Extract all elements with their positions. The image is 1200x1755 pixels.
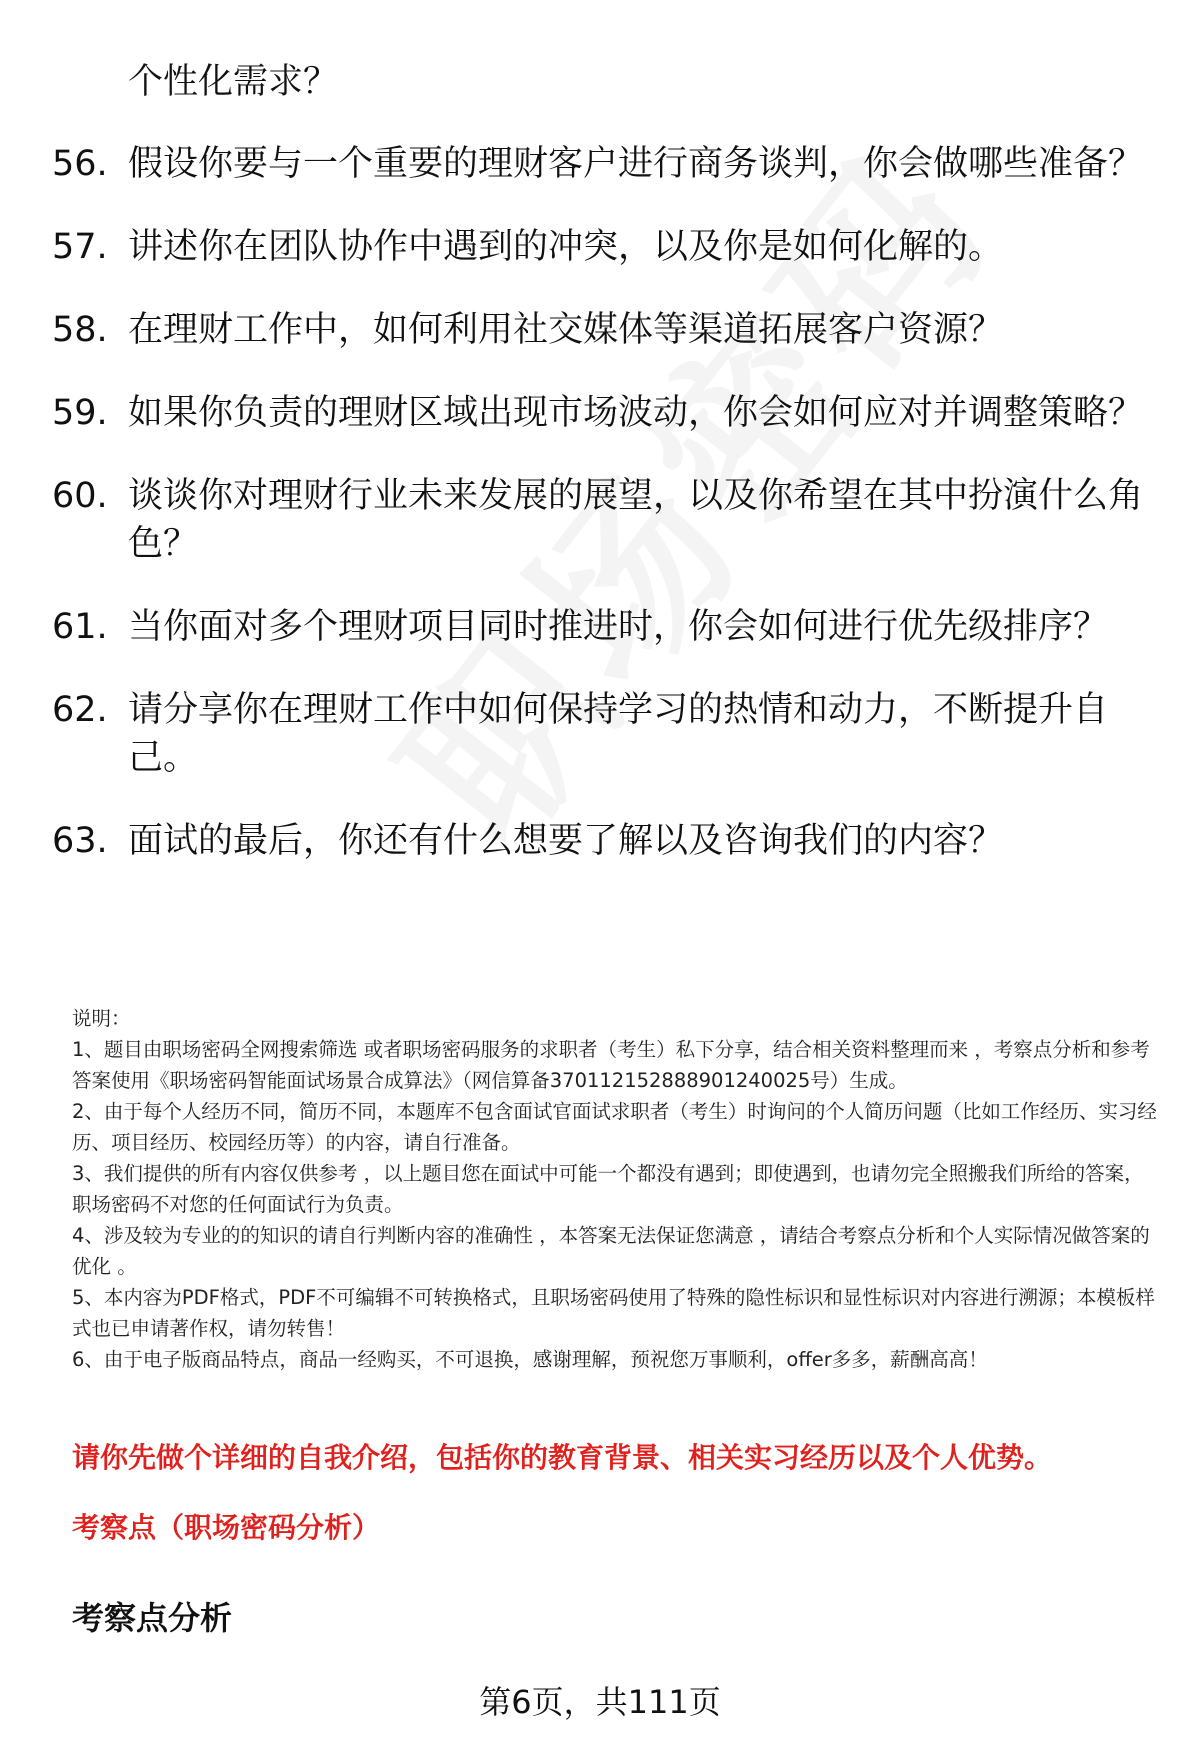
question-item xyxy=(52,472,1162,568)
question-number: 62. xyxy=(52,690,108,730)
question-item xyxy=(52,140,1162,188)
question-number: 56. xyxy=(52,144,108,184)
question-item xyxy=(52,603,1162,651)
analysis-heading: 考察点分析 xyxy=(72,1599,233,1637)
question-number: 63. xyxy=(52,821,108,861)
note-item: 5、本内容为PDF格式，PDF不可编辑不可转换格式，且职场密码使用了特殊的隐性标识和显性标识对内容进行溯源；本模板样式也已申请著作权，请勿转售！ xyxy=(72,1286,1155,1340)
question-text: 如果你负责的理财区域出现市场波动，你会如何应对并调整策略？ xyxy=(128,393,1144,433)
question-number: 61. xyxy=(52,607,108,647)
notes-section xyxy=(72,1003,1162,1375)
note-item: 3、我们提供的所有内容仅供参考 ，以上题目您在面试中可能一个都没有遇到；即使遇到，也请勿完全照搬我们所给的答案，职场密码不对您的任何面试行为负责。 xyxy=(72,1162,1144,1216)
question-number: 57. xyxy=(52,227,108,267)
note-item: 6、由于电子版商品特点，商品一经购买，不可退换，感谢理解，预祝您万事顺利，offer多多，薪酬高高！ xyxy=(72,1348,988,1371)
question-number: 60. xyxy=(52,476,108,516)
page-footer: 第6页，共111页 xyxy=(479,1683,721,1721)
question-text: 面试的最后，你还有什么想要了解以及咨询我们的内容？ xyxy=(128,821,1004,861)
question-text: 讲述你在团队协作中遇到的冲突，以及你是如何化解的。 xyxy=(128,227,1004,267)
previous-question-continuation: 个性化需求？ xyxy=(128,62,339,102)
question-item xyxy=(52,389,1162,437)
question-text: 假设你要与一个重要的理财客户进行商务谈判，你会做哪些准备？ xyxy=(128,144,1144,184)
question-text: 在理财工作中，如何利用社交媒体等渠道拓展客户资源？ xyxy=(128,310,1004,350)
question-item xyxy=(52,817,1162,865)
question-list xyxy=(52,140,1162,900)
question-number: 58. xyxy=(52,310,108,350)
notes-title: 说明： xyxy=(72,1007,131,1030)
question-text: 当你面对多个理财项目同时推进时，你会如何进行优先级排序？ xyxy=(128,607,1109,647)
question-item xyxy=(52,686,1162,782)
question-text: 谈谈你对理财行业未来发展的展望，以及你希望在其中扮演什么角色？ xyxy=(128,476,1144,564)
note-item: 4、涉及较为专业的的知识的请自行判断内容的准确性 ，本答案无法保证您满意 ，请结合考察点分析和个人实际情况做答案的优化 。 xyxy=(72,1224,1150,1278)
note-item: 1、题目由职场密码全网搜索筛选 或者职场密码服务的求职者（考生）私下分享，结合相关资料整理而来 ，考察点分析和参考答案使用《职场密码智能面试场景合成算法》（网信算备370112152888901240025号）生成。 xyxy=(72,1038,1150,1092)
question-text: 请分享你在理财工作中如何保持学习的热情和动力，不断提升自己。 xyxy=(128,690,1109,778)
question-item xyxy=(52,306,1162,354)
note-item: 2、由于每个人经历不同，简历不同，本题库不包含面试官面试求职者（考生）时询问的个人简历问题（比如工作经历、实习经历、项目经历、校园经历等）的内容，请自行准备。 xyxy=(72,1100,1157,1154)
question-item xyxy=(52,223,1162,271)
featured-question: 请你先做个详细的自我介绍，包括你的教育背景、相关实习经历以及个人优势。 xyxy=(72,1441,1053,1474)
question-number: 59. xyxy=(52,393,108,433)
analysis-label: 考察点（职场密码分析） xyxy=(72,1511,381,1544)
